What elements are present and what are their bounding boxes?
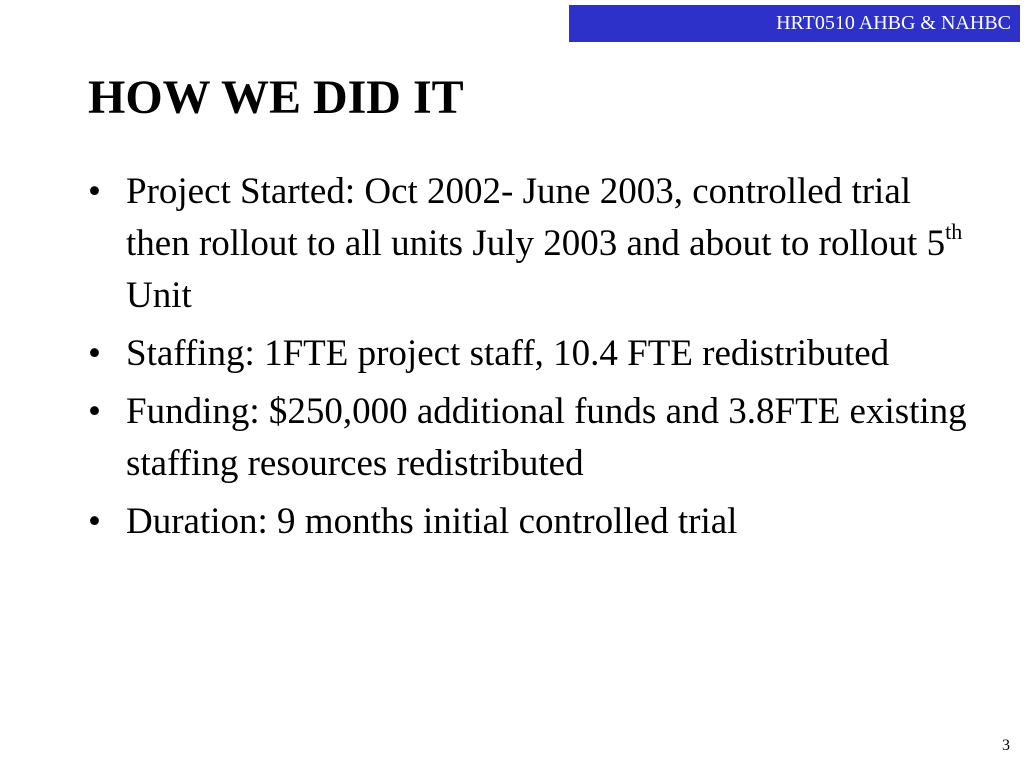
bullet-item — [88, 328, 968, 380]
bullet-item — [88, 496, 968, 548]
bullet-icon: • — [88, 391, 101, 432]
bullet-superscript: th — [945, 218, 963, 244]
bullet-text: Funding: $250,000 additional funds and 3.8FTE existing staffing resources redistributed — [126, 391, 967, 484]
header-tag — [569, 5, 1020, 42]
header-tag-text: HRT0510 AHBG & NAHBC — [776, 12, 1011, 34]
bullet-icon: • — [88, 501, 101, 542]
bullet-item — [88, 166, 968, 322]
bullet-text: Project Started: Oct 2002- June 2003, controlled trial then rollout to all units July 2003 and about to rollout 5 — [126, 171, 946, 264]
page-number: 3 — [1002, 737, 1010, 754]
bullet-text: Duration: 9 months initial controlled trial — [126, 501, 738, 542]
bullet-list — [88, 166, 968, 554]
bullet-icon: • — [88, 171, 101, 212]
bullet-icon: • — [88, 333, 101, 374]
slide-title: HOW WE DID IT — [88, 71, 464, 124]
bullet-text-tail: Unit — [126, 275, 192, 316]
bullet-item — [88, 386, 968, 490]
bullet-text: Staffing: 1FTE project staff, 10.4 FTE redistributed — [126, 333, 890, 374]
